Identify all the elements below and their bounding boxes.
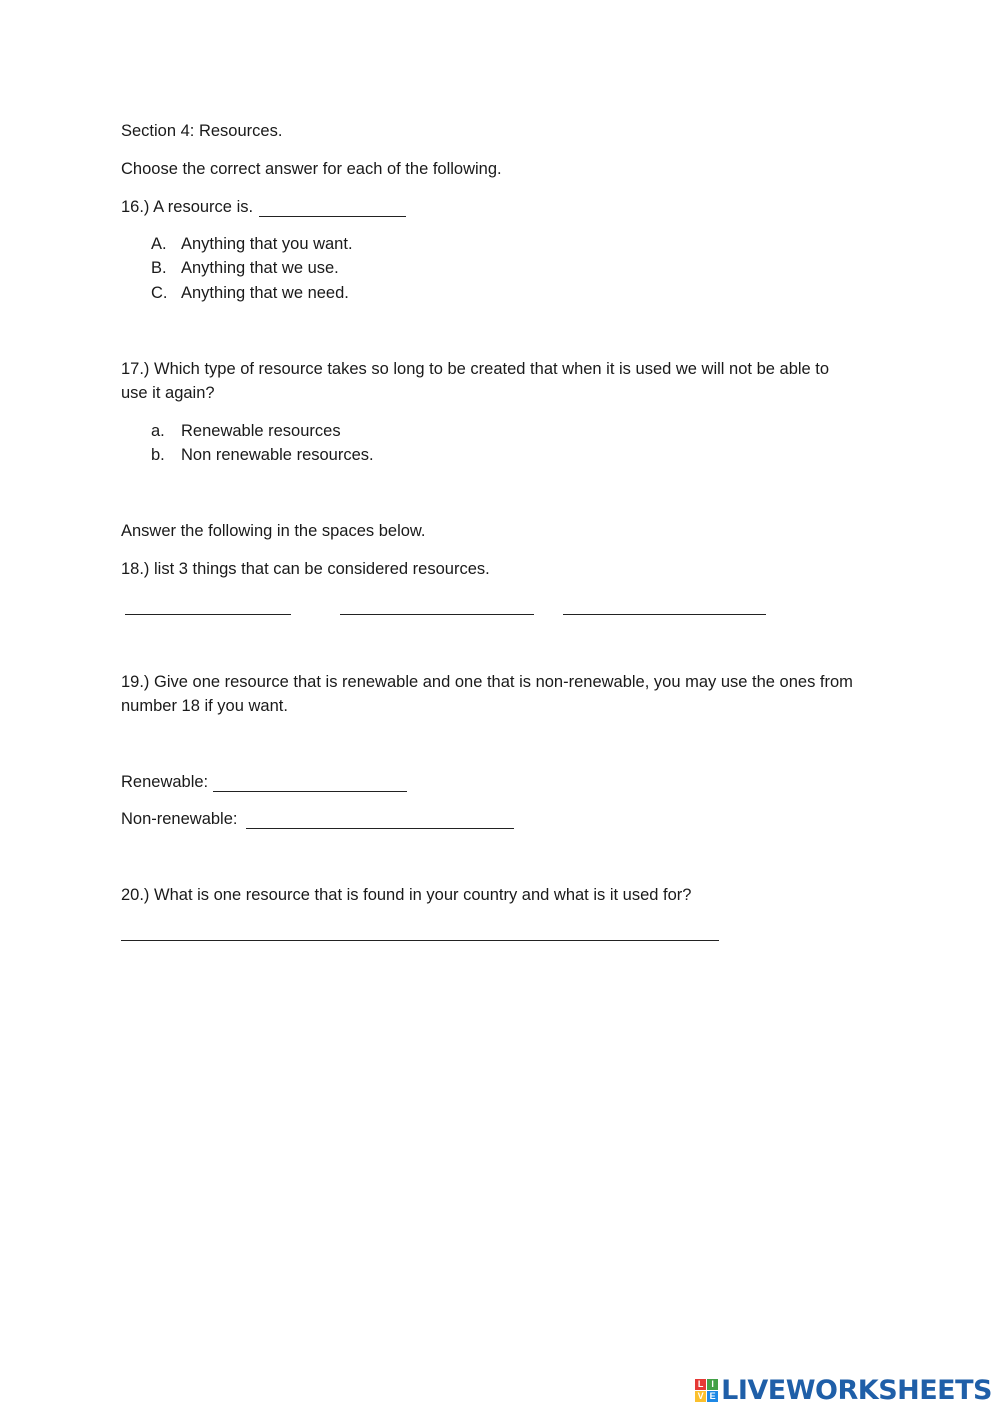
renewable-answer-blank[interactable] — [213, 791, 407, 792]
q17-option-b[interactable]: Non renewable resources. — [181, 446, 374, 464]
q18-answer-blank-2[interactable] — [340, 614, 534, 615]
renewable-label: Renewable: — [121, 773, 209, 791]
q16-prompt: 16.) A resource is. — [121, 198, 254, 216]
q19-prompt-line2: number 18 if you want. — [121, 697, 288, 715]
logo-text: LIVEWORKSHEETS — [721, 1374, 992, 1406]
logo-block: I — [707, 1379, 718, 1390]
q20-answer-blank[interactable] — [121, 940, 719, 941]
logo-blocks-icon — [695, 1379, 718, 1402]
q17-prompt-line1: 17.) Which type of resource takes so long to be created that when it is used we will not be able to — [121, 360, 830, 378]
q16-option-a[interactable]: Anything that you want. — [181, 235, 353, 253]
q17-option-a-letter: a. — [151, 422, 165, 440]
q17-option-a[interactable]: Renewable resources — [181, 422, 341, 440]
q18-prompt: 18.) list 3 things that can be considered resources. — [121, 560, 490, 578]
q17-option-b-letter: b. — [151, 446, 165, 464]
q16-option-c[interactable]: Anything that we need. — [181, 284, 349, 302]
q16-answer-blank[interactable] — [259, 216, 406, 217]
nonrenewable-answer-blank[interactable] — [246, 828, 514, 829]
q16-option-b-letter: B. — [151, 259, 167, 277]
q17-prompt-line2: use it again? — [121, 384, 215, 402]
instruction-answer: Answer the following in the spaces below. — [121, 522, 426, 540]
logo-block: E — [707, 1391, 718, 1402]
section-title: Section 4: Resources. — [121, 122, 283, 140]
q20-prompt: 20.) What is one resource that is found in your country and what is it used for? — [121, 886, 692, 904]
q19-prompt-line1: 19.) Give one resource that is renewable and one that is non-renewable, you may use the ones from — [121, 673, 853, 691]
nonrenewable-label: Non-renewable: — [121, 810, 238, 828]
q16-option-c-letter: C. — [151, 284, 168, 302]
logo-block: V — [695, 1391, 706, 1402]
q16-option-b[interactable]: Anything that we use. — [181, 259, 339, 277]
q18-answer-blank-1[interactable] — [125, 614, 291, 615]
q18-answer-blank-3[interactable] — [563, 614, 766, 615]
liveworksheets-logo — [695, 1375, 992, 1405]
q16-option-a-letter: A. — [151, 235, 167, 253]
instruction-choose: Choose the correct answer for each of the following. — [121, 160, 502, 178]
logo-block: L — [695, 1379, 706, 1390]
